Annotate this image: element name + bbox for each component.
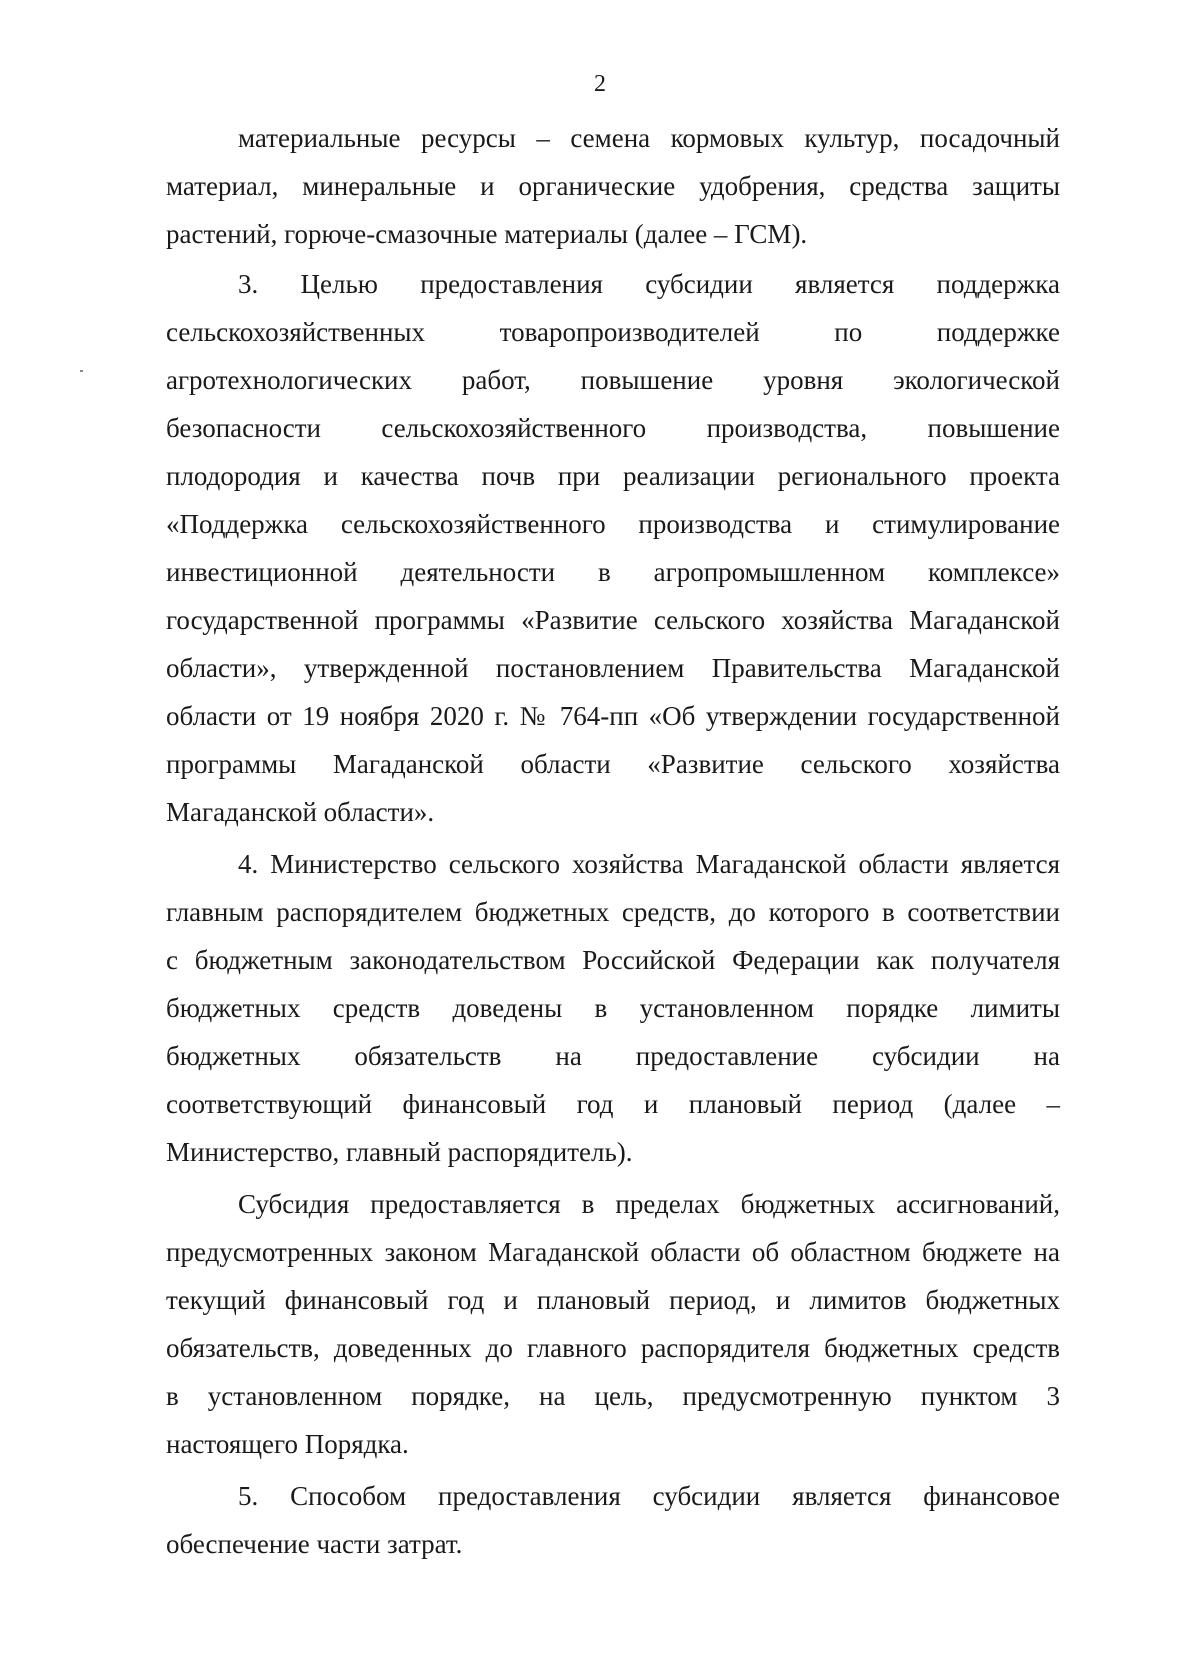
text-line: в установленном порядке, на цель, предусмотренную пунктом 3 [166,1381,1060,1411]
text-line: безопасности сельскохозяйственного производства, повышение [166,413,1060,443]
text-line: сельскохозяйственных товаропроизводителей по поддержке [166,317,1060,347]
text-line: настоящего Порядка. [166,1429,409,1459]
paragraph-subsidy [166,1180,1060,1468]
text-line: инвестиционной деятельности в агропромышленном комплексе» [166,557,1060,587]
text-line: агротехнологических работ, повышение уровня экологической [166,365,1060,395]
text-line: материал, минеральные и органические удобрения, средства защиты [166,171,1060,201]
text-line: текущий финансовый год и плановый период, и лимитов бюджетных [166,1285,1060,1315]
text-line: 3. Целью предоставления субсидии является поддержка [238,269,1060,299]
text-line: Субсидия предоставляется в пределах бюджетных ассигнований, [238,1189,1060,1219]
text-line: программы Магаданской области «Развитие сельского хозяйства [166,749,1060,779]
text-line: главным распорядителем бюджетных средств, до которого в соответствии [166,897,1060,927]
text-line: растений, горюче-смазочные материалы (далее – ГСМ). [166,219,808,249]
text-line: области», утвержденной постановлением Правительства Магаданской [166,653,1060,683]
text-line: «Поддержка сельскохозяйственного производства и стимулирование [166,509,1060,539]
paragraph-continuation [166,114,1060,258]
text-line: Магаданской области». [166,797,435,827]
text-line: Министерство, главный распорядитель). [166,1137,633,1167]
paragraph-5 [166,1472,1060,1568]
text-line: 5. Способом предоставления субсидии является финансовое [238,1481,1060,1511]
text-line: обеспечение части затрат. [166,1529,463,1559]
document-body [166,114,1060,1568]
text-line: бюджетных средств доведены в установленном порядке лимиты [166,993,1060,1023]
text-line: области от 19 ноября 2020 г. № 764-пп «Об утверждении государственной [166,701,1060,731]
text-line: предусмотренных законом Магаданской области об областном бюджете на [166,1237,1060,1267]
paragraph-3 [166,260,1060,836]
text-line: 4. Министерство сельского хозяйства Магаданской области является [238,849,1060,879]
text-line: государственной программы «Развитие сельского хозяйства Магаданской [166,605,1060,635]
text-line: соответствующий финансовый год и плановый период (далее – [166,1089,1060,1119]
paragraph-4 [166,840,1060,1176]
text-line: с бюджетным законодательством Российской Федерации как получателя [166,945,1060,975]
text-line: материальные ресурсы – семена кормовых культур, посадочный [238,123,1060,153]
scan-artifact [80,370,83,372]
page-number: 2 [594,71,606,97]
text-line: плодородия и качества почв при реализации регионального проекта [166,461,1060,491]
text-line: обязательств, доведенных до главного распорядителя бюджетных средств [166,1333,1060,1363]
text-line: бюджетных обязательств на предоставление субсидии на [166,1041,1060,1071]
